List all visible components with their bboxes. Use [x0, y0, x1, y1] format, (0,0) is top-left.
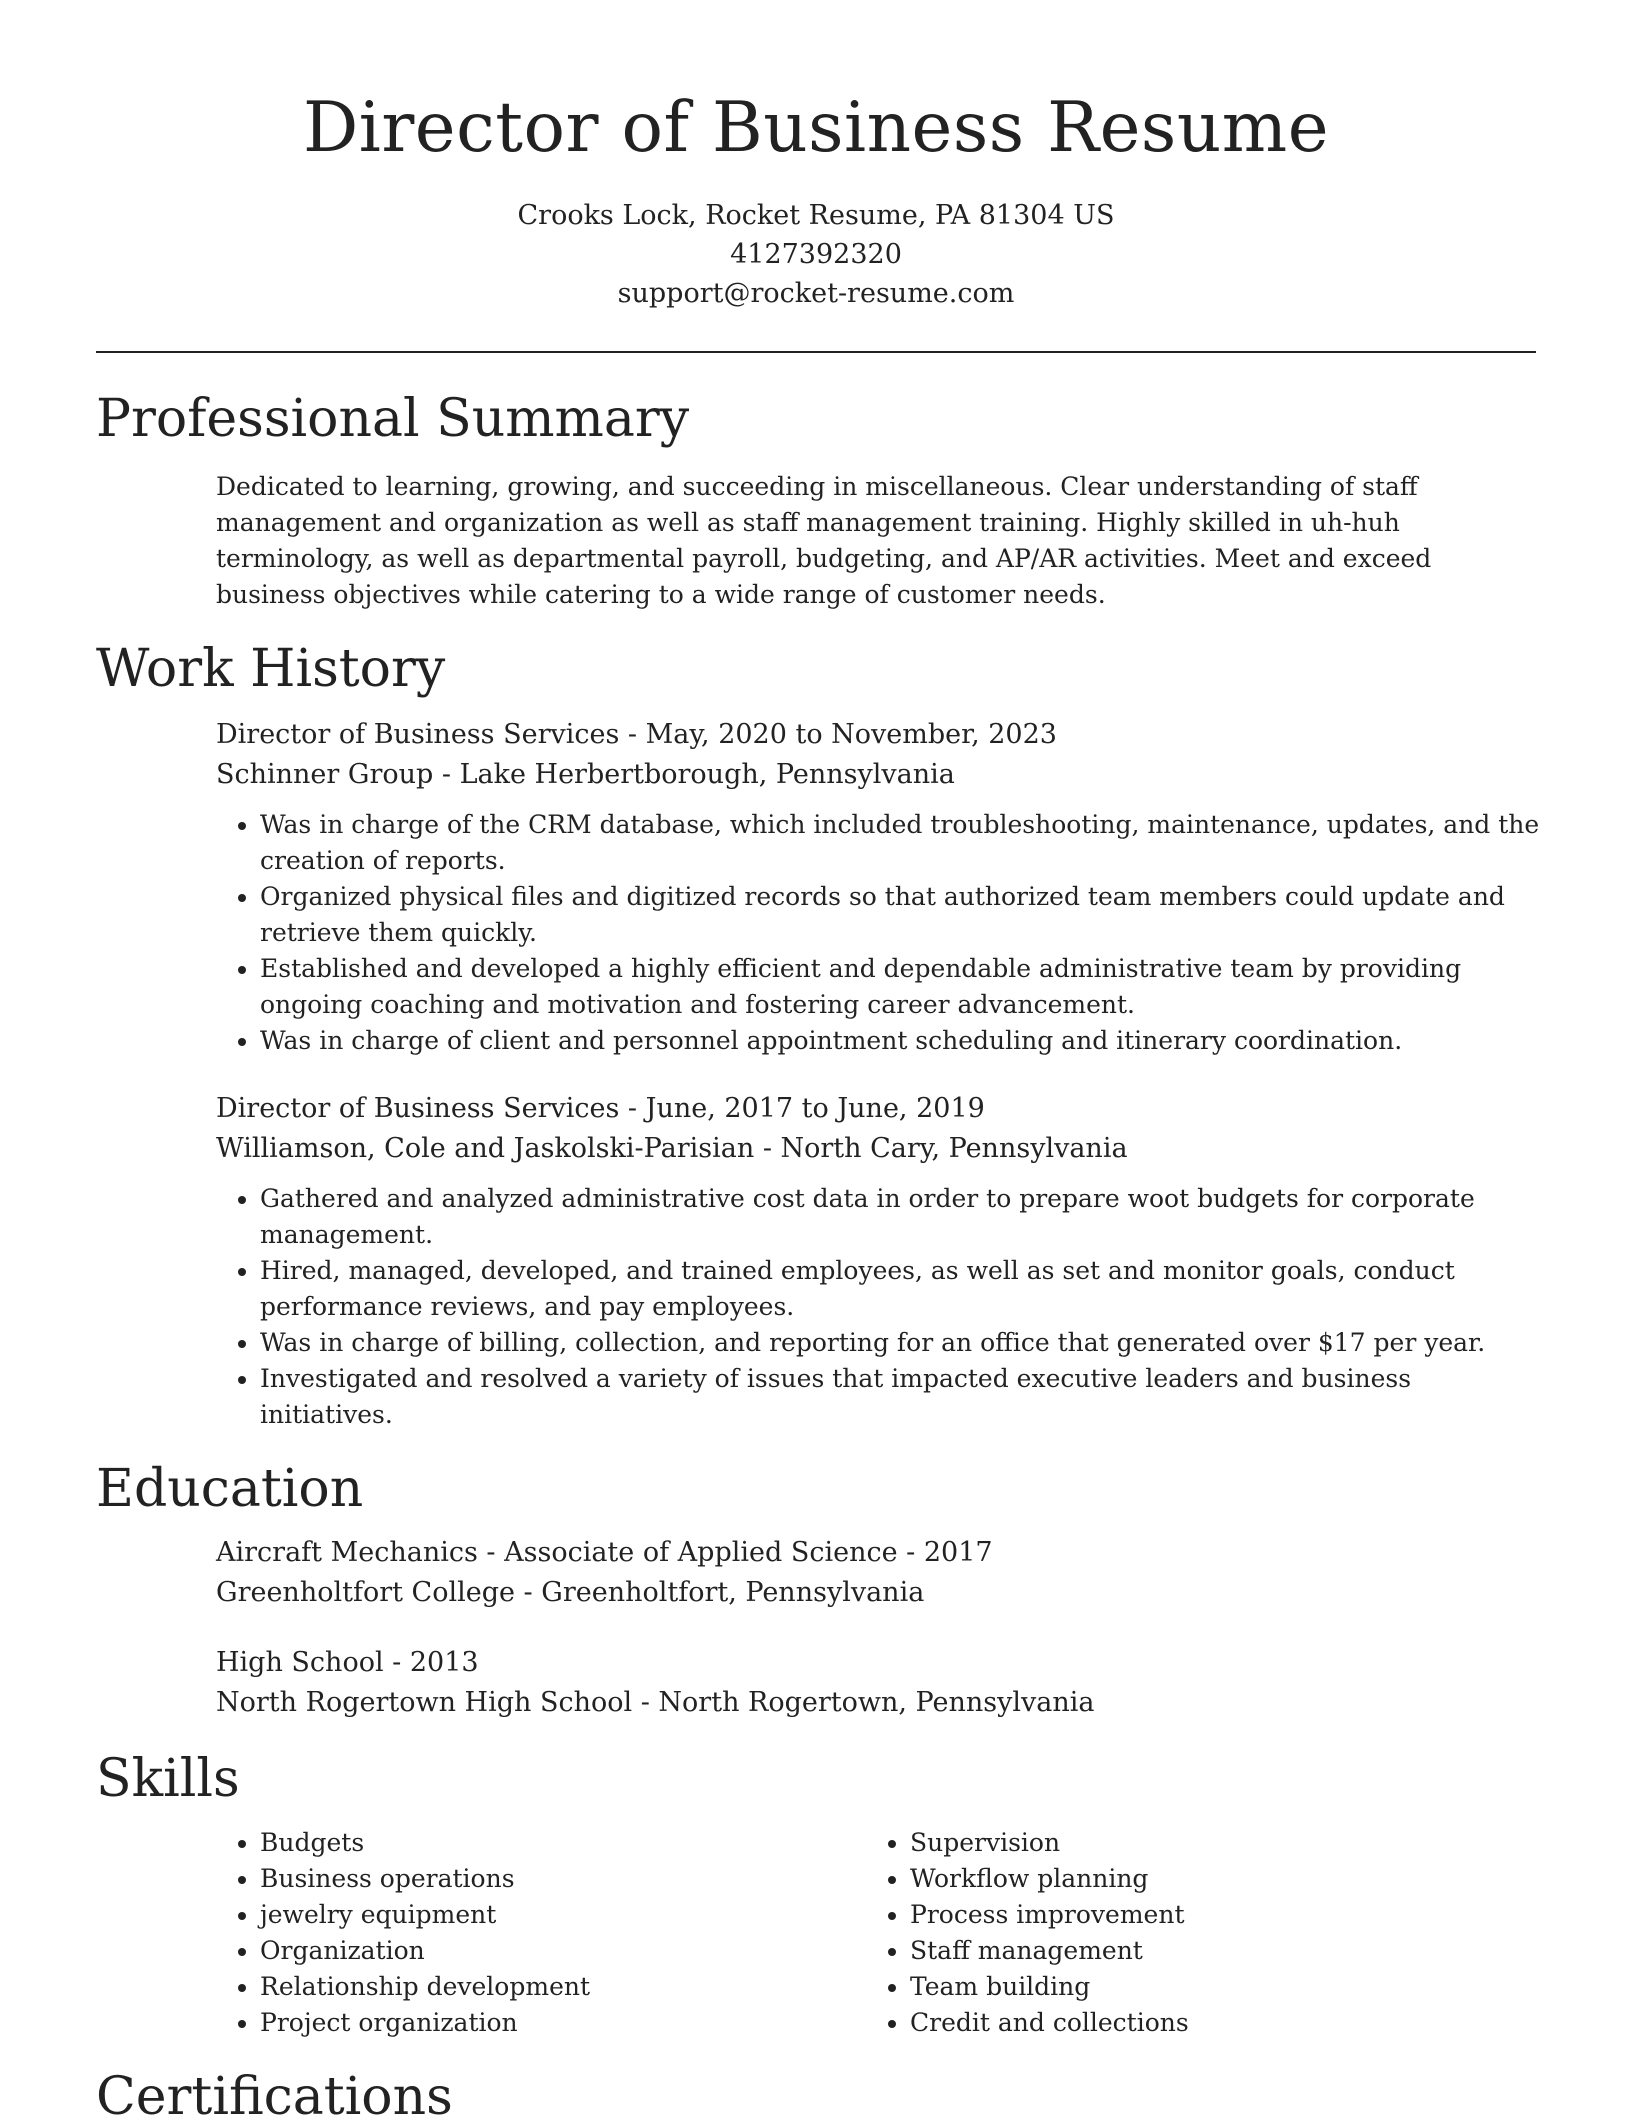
job-bullet: • Gathered and analyzed administrative cost data in order to prepare woot budgets for corporate management.	[260, 1181, 1550, 1253]
contact-email: support@rocket-resume.com	[617, 278, 1015, 309]
resume-page	[96, 0, 1540, 2127]
job-position: Director of Business Services	[216, 719, 620, 750]
skill-item: • Project organization	[260, 2005, 866, 2041]
job-location: - North Cary, Pennsylvania	[754, 1133, 1128, 1164]
contact-phone: 4127392320	[730, 239, 902, 270]
education-location: - Greenholtfort, Pennsylvania	[514, 1577, 925, 1608]
skills-column-right	[866, 1825, 1516, 2041]
skills-heading: Skills	[96, 1749, 240, 1809]
job-header	[216, 715, 1536, 795]
education-year: - 2017	[897, 1537, 993, 1568]
skill-item: • Credit and collections	[910, 2005, 1516, 2041]
header-divider	[96, 351, 1536, 353]
skill-item: • Workflow planning	[910, 1861, 1516, 1897]
education-heading: Education	[96, 1459, 364, 1519]
skill-item: • Team building	[910, 1969, 1516, 2005]
skill-item: • Budgets	[260, 1825, 866, 1861]
job-company: Williamson, Cole and Jaskolski-Parisian	[216, 1133, 755, 1164]
education-school: North Rogertown High School	[216, 1687, 633, 1718]
job-company: Schinner Group	[216, 759, 434, 790]
job-bullet: • Was in charge of the CRM database, which included troubleshooting, maintenance, updates, and the creation of reports.	[260, 807, 1550, 879]
education-degree: High School	[216, 1647, 384, 1678]
job-bullet: • Established and developed a highly efficient and dependable administrative team by providing ongoing coaching and motivation and fostering career advancement.	[260, 951, 1550, 1023]
skill-item: • jewelry equipment	[260, 1897, 866, 1933]
skills-column-left	[216, 1825, 866, 2041]
job-bullet: • Was in charge of billing, collection, and reporting for an office that generated over $17 per year.	[260, 1325, 1550, 1361]
job-bullets	[216, 807, 1550, 1059]
job-bullet: • Was in charge of client and personnel appointment scheduling and itinerary coordination.	[260, 1023, 1550, 1059]
job-bullet: • Hired, managed, developed, and trained employees, as well as set and monitor goals, conduct performance reviews, and pay employees.	[260, 1253, 1550, 1325]
education-list	[216, 1533, 1536, 1723]
skill-item: • Business operations	[260, 1861, 866, 1897]
certifications-heading: Certifications	[96, 2067, 453, 2127]
skill-item: • Supervision	[910, 1825, 1516, 1861]
job-bullet: • Investigated and resolved a variety of issues that impacted executive leaders and business initiatives.	[260, 1361, 1550, 1433]
education-entry	[216, 1533, 1536, 1613]
work-history-list	[216, 715, 1540, 1433]
job-position: Director of Business Services	[216, 1093, 620, 1124]
education-school: Greenholtfort College	[216, 1577, 515, 1608]
education-year: - 2013	[383, 1647, 479, 1678]
skill-item: • Organization	[260, 1933, 866, 1969]
summary-text: Dedicated to learning, growing, and succeeding in miscellaneous. Clear understanding of staff management and organization as well as staff management training. Highly skilled in uh-huh terminology, as well as departmental payroll, budgeting, and AP/AR activities. Meet and exceed business objectives while catering to a wide range of customer needs.	[216, 472, 1432, 609]
job-dates: - June, 2017 to June, 2019	[619, 1093, 985, 1124]
contact-block	[96, 196, 1536, 313]
resume-title: Director of Business Resume	[302, 88, 1330, 168]
job-header	[216, 1089, 1536, 1169]
skill-item: • Relationship development	[260, 1969, 866, 2005]
skill-item: • Staff management	[910, 1933, 1516, 1969]
job-bullet: • Organized physical files and digitized records so that authorized team members could update and retrieve them quickly.	[260, 879, 1550, 951]
job-dates: - May, 2020 to November, 2023	[619, 719, 1057, 750]
work-history-heading: Work History	[96, 639, 446, 699]
contact-address: Crooks Lock, Rocket Resume, PA 81304 US	[517, 200, 1115, 231]
education-location: - North Rogertown, Pennsylvania	[632, 1687, 1095, 1718]
skill-item: • Process improvement	[910, 1897, 1516, 1933]
job-entry	[216, 715, 1540, 1059]
job-location: - Lake Herbertborough, Pennsylvania	[433, 759, 955, 790]
education-entry	[216, 1643, 1536, 1723]
summary-heading: Professional Summary	[96, 389, 690, 449]
education-degree: Aircraft Mechanics - Associate of Applied Science	[216, 1537, 898, 1568]
job-bullets	[216, 1181, 1550, 1433]
skills-list	[216, 1825, 1536, 2041]
job-entry	[216, 1089, 1536, 1433]
